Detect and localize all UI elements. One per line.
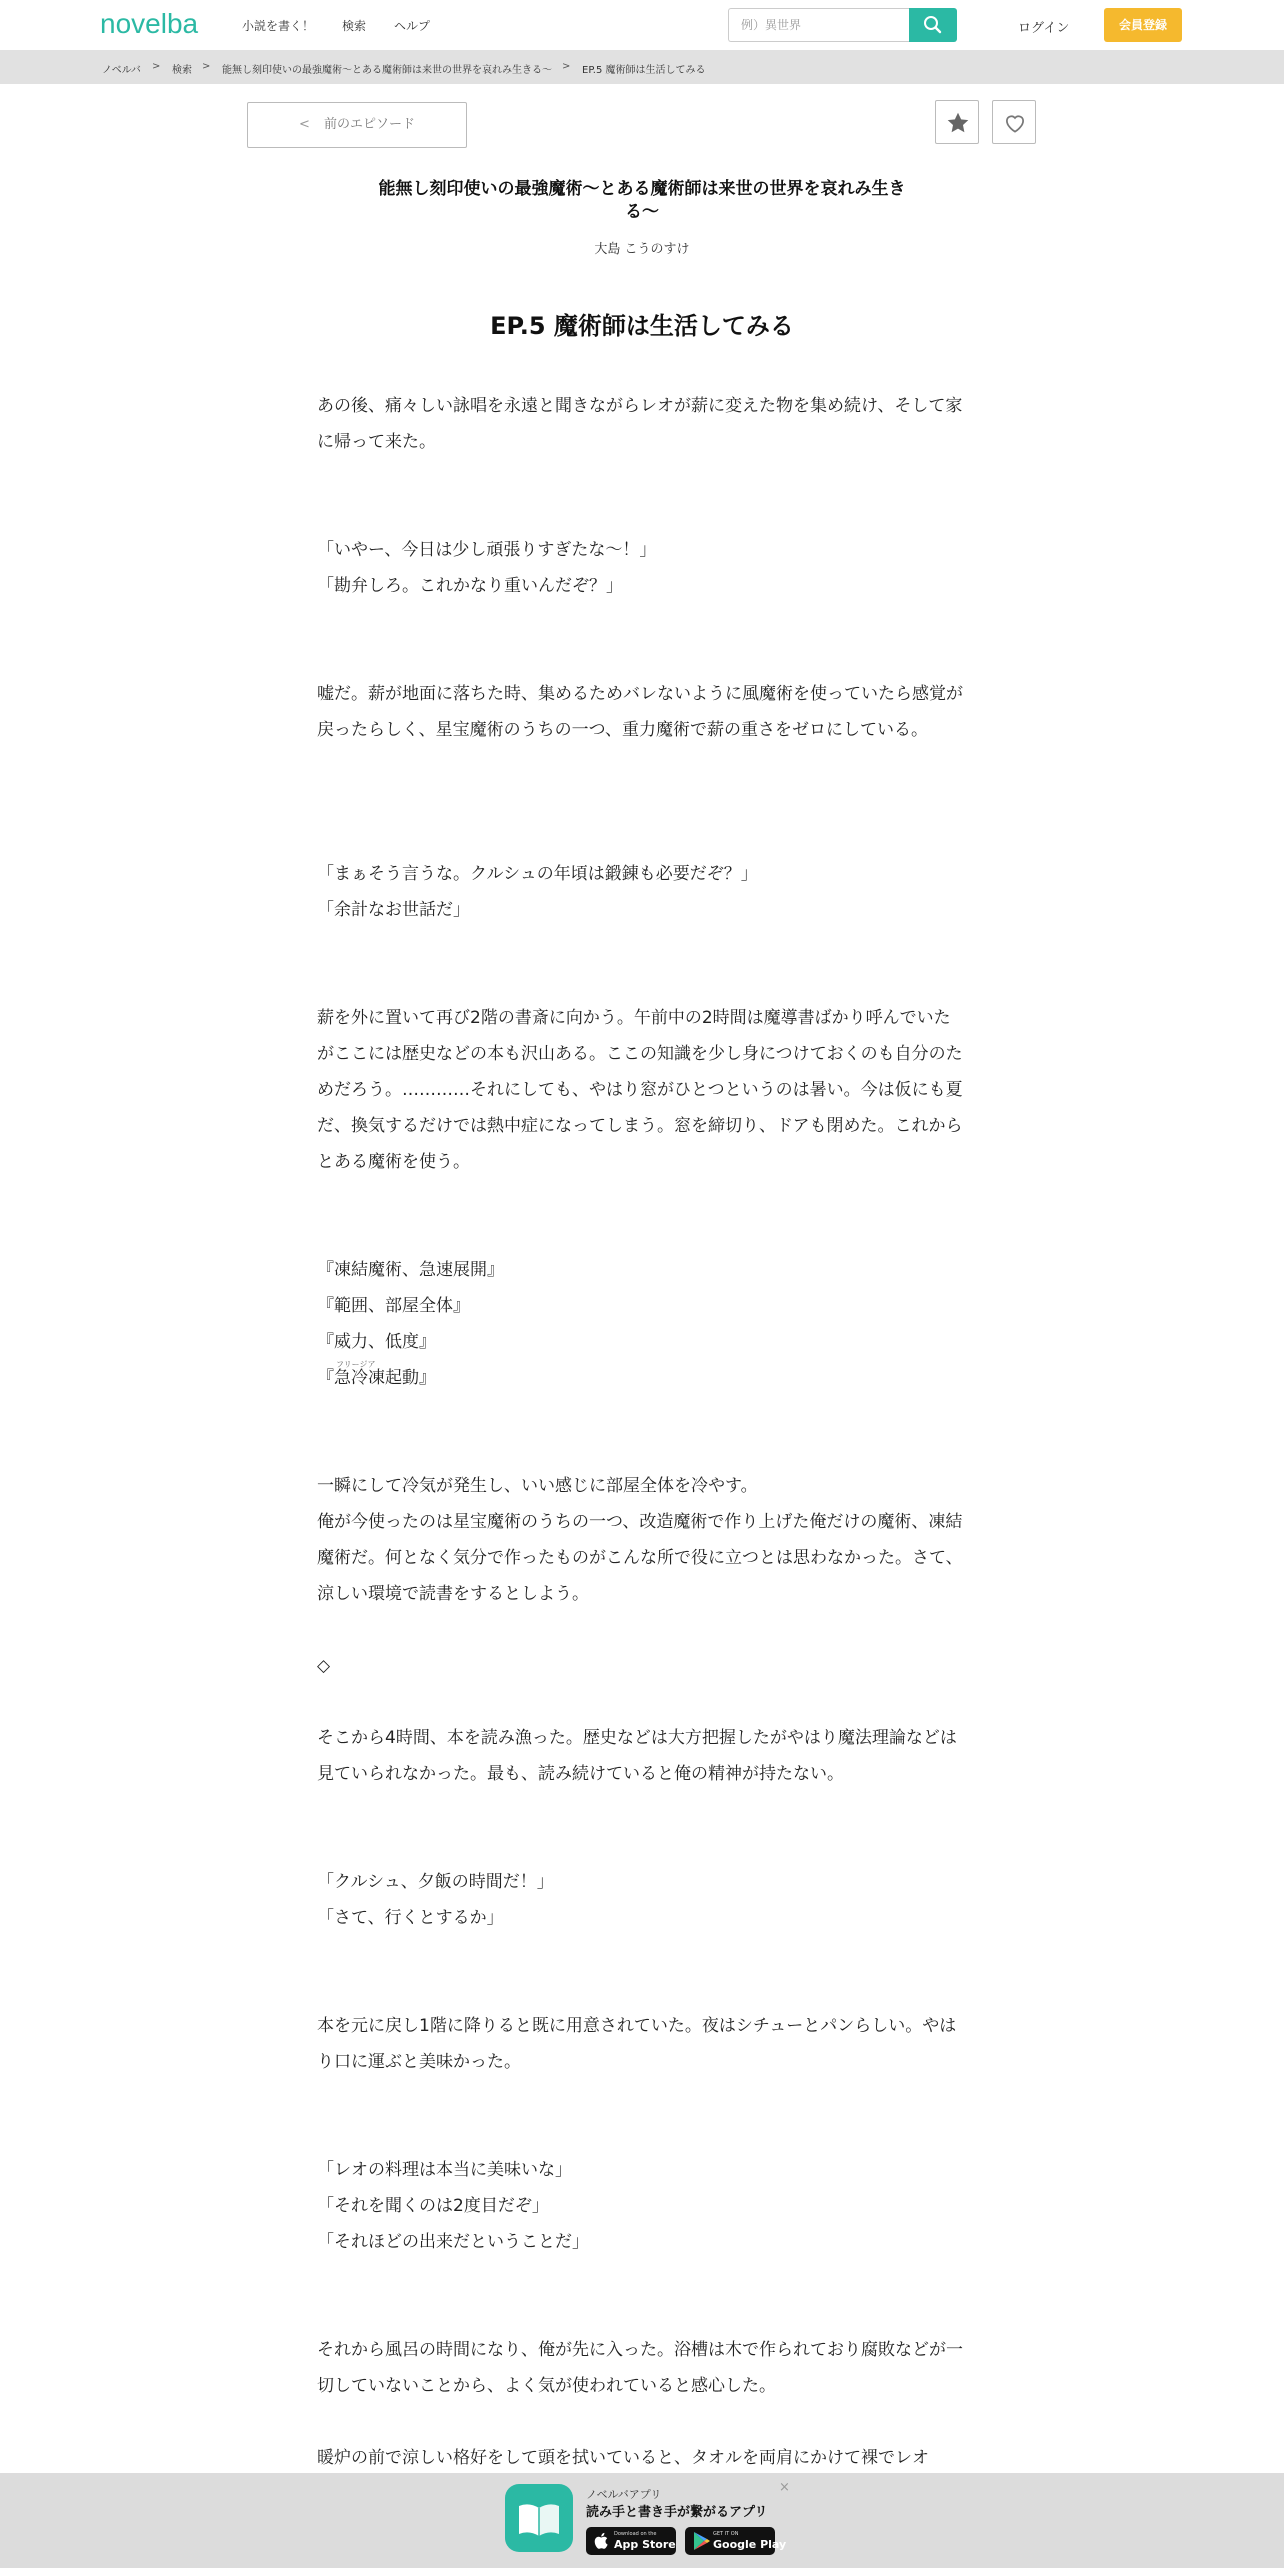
- breadcrumb-home[interactable]: ノベルバ: [102, 65, 141, 76]
- login-link[interactable]: ログイン: [1018, 21, 1070, 36]
- episode-title: EP.5 魔術師は生活してみる: [490, 312, 794, 340]
- star-icon: [945, 110, 971, 136]
- nav-search[interactable]: 検索: [342, 19, 367, 33]
- like-button[interactable]: [992, 100, 1036, 144]
- ruby-annotation: フリージア: [336, 1360, 376, 1369]
- body-paragraph: 薪を外に置いて再び2階の書斎に向かう。午前中の2時間は魔導書ばかり呼んでいたがここには歴史などの本も沢山ある。ここの知識を少し身につけておくのも自分のためだろう。…………それにしても、やはり窓がひとつというのは暑い。今は仮にも夏だ、換気するだけでは熱中症になってしまう。窓を締切り、ドアも閉めた。これからとある魔術を使う。: [317, 1008, 963, 1172]
- body-dialogue: 「いやー、今日は少し頑張りすぎたな〜！」 「勘弁しろ。これかなり重いんだぞ？」: [317, 540, 657, 596]
- site-header: [0, 0, 1284, 50]
- search-icon: [909, 8, 957, 42]
- nav-help[interactable]: ヘルプ: [394, 19, 431, 33]
- breadcrumb-separator: >: [152, 61, 161, 72]
- breadcrumb-separator: >: [202, 61, 211, 72]
- appstore-label: App Store: [614, 2538, 676, 2551]
- app-name: ノベルバアプリ: [586, 2488, 662, 2501]
- prev-episode-button[interactable]: [247, 102, 467, 148]
- favorite-button[interactable]: [935, 100, 979, 144]
- chevron-left-icon: <: [299, 117, 310, 132]
- appstore-small-text: Download on the: [614, 2531, 657, 2537]
- scene-divider: ◇: [317, 1656, 331, 1676]
- breadcrumb-separator: >: [562, 61, 571, 72]
- app-store-badge[interactable]: [586, 2527, 676, 2555]
- work-title[interactable]: 能無し刻印使いの最強魔術〜とある魔術師は来世の世界を哀れみ生きる〜: [378, 179, 906, 222]
- book-app-icon[interactable]: [505, 2484, 573, 2552]
- googleplay-small-text: GET IT ON: [713, 2531, 739, 2537]
- body-dialogue: 「クルシュ、夕飯の時間だ！」 「さて、行くとするか」: [317, 1872, 554, 1928]
- play-icon: [691, 2530, 711, 2552]
- search-input[interactable]: [728, 8, 910, 42]
- body-paragraph: 本を元に戻し1階に降りると既に用意されていた。夜はシチューとパンらしい。やはり口に運ぶと美味かった。: [317, 2016, 957, 2072]
- prev-episode-label: 前のエピソード: [323, 117, 415, 132]
- app-tagline: 読み手と書き手が繋がるアプリ: [586, 2505, 768, 2520]
- author-name[interactable]: 大島 こうのすけ: [594, 242, 690, 257]
- heart-icon: [1002, 110, 1028, 136]
- site-logo[interactable]: novelba: [100, 8, 199, 39]
- apple-icon: [592, 2530, 612, 2552]
- search-button[interactable]: [909, 8, 957, 42]
- body-paragraph: 一瞬にして冷気が発生し、いい感じに部屋全体を冷やす。 俺が今使ったのは星宝魔術のうちの一つ、改造魔術で作り上げた俺だけの魔術、凍結魔術だ。何となく気分で作ったものがこんな所で役に立つとは思わなかった。さて、涼しい環境で読書をするとしよう。: [317, 1476, 963, 1604]
- nav-write-novel[interactable]: 小説を書く！: [242, 19, 315, 33]
- breadcrumb: [0, 50, 1284, 84]
- close-icon[interactable]: ×: [779, 2480, 790, 2495]
- google-play-badge[interactable]: [685, 2527, 787, 2555]
- app-download-banner: [0, 2473, 1284, 2568]
- body-dialogue: 「まぁそう言うな。クルシュの年頃は鍛錬も必要だぞ？」 「余計なお世話だ」: [317, 864, 758, 920]
- body-incantation: 『凍結魔術、急速展開』 『範囲、部屋全体』 『威力、低度』 『急冷凍起動』: [317, 1260, 504, 1388]
- body-paragraph: それから風呂の時間になり、俺が先に入った。浴槽は木で作られており腐敗などが一切していないことから、よく気が使われていると感心した。: [317, 2340, 963, 2396]
- googleplay-label: Google Play: [713, 2538, 787, 2551]
- breadcrumb-episode: EP.5 魔術師は生活してみる: [582, 65, 706, 76]
- body-paragraph: 嘘だ。薪が地面に落ちた時、集めるためバレないように風魔術を使っていたら感覚が戻ったらしく、星宝魔術のうちの一つ、重力魔術で薪の重さをゼロにしている。: [317, 684, 963, 740]
- body-paragraph: あの後、痛々しい詠唱を永遠と聞きながらレオが薪に変えた物を集め続け、そして家に帰って来た。: [317, 396, 963, 452]
- signup-button[interactable]: 会員登録: [1104, 8, 1182, 42]
- body-paragraph: 暖炉の前で涼しい格好をして頭を拭いていると、タオルを両肩にかけて裸でレオ: [317, 2448, 929, 2468]
- body-paragraph: そこから4時間、本を読み漁った。歴史などは大方把握したがやはり魔法理論などは見ていられなかった。最も、読み続けていると俺の精神が持たない。: [317, 1728, 957, 1784]
- breadcrumb-search[interactable]: 検索: [172, 65, 192, 76]
- breadcrumb-work[interactable]: 能無し刻印使いの最強魔術〜とある魔術師は来世の世界を哀れみ生きる〜: [222, 65, 552, 76]
- body-dialogue: 「レオの料理は本当に美味いな」 「それを聞くのは2度目だぞ」 「それほどの出来だということだ」: [317, 2160, 589, 2252]
